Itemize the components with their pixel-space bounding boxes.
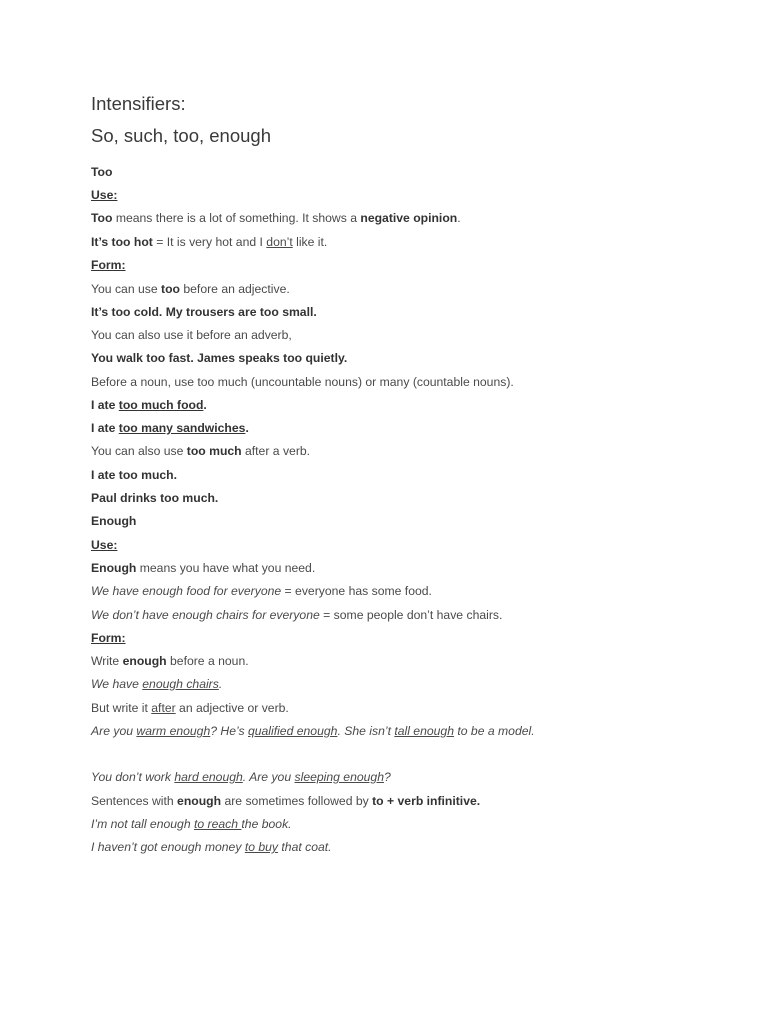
- enough-example-warm: [91, 723, 535, 739]
- too-before-adverb: You can also use it before an adverb,: [91, 328, 292, 342]
- enough-infinitive-note: [91, 793, 480, 809]
- text: means you have what you need.: [136, 561, 316, 575]
- text-italic: that coat.: [278, 840, 332, 854]
- text: Sentences with: [91, 794, 178, 808]
- text-bold: enough: [122, 654, 167, 668]
- too-example-sandwiches: [91, 420, 249, 436]
- enough-example-tall: [91, 816, 292, 832]
- too-before-adjective: [91, 281, 290, 297]
- text-underlined: too many sandwiches: [118, 421, 246, 435]
- enough-definition: [91, 560, 315, 576]
- text-italic-underlined: sleeping enough: [294, 770, 384, 784]
- text-italic: to be a model.: [453, 724, 535, 738]
- text: before a noun.: [166, 654, 249, 668]
- text: But write it: [91, 701, 152, 715]
- page-title: Intensifiers:: [91, 93, 186, 114]
- text: means there is a lot of something. It shows a: [112, 211, 361, 225]
- text: an adjective or verb.: [175, 701, 289, 715]
- text-italic: We don’t have enough chairs for everyone: [91, 608, 320, 622]
- text: Write: [91, 654, 123, 668]
- enough-example-have-chairs: [91, 676, 222, 692]
- too-example-paul: Paul drinks too much.: [91, 491, 219, 505]
- text: .: [457, 211, 461, 225]
- text-italic-underlined: qualified enough: [247, 724, 338, 738]
- text-italic: I haven’t got enough money: [91, 840, 245, 854]
- text-italic: Are you: [91, 724, 137, 738]
- text-italic: . She isn’t: [337, 724, 395, 738]
- too-example-food: [91, 397, 207, 413]
- text-italic: I’m not tall enough: [91, 817, 194, 831]
- text-italic-underlined: hard enough: [174, 770, 243, 784]
- text: I ate: [91, 421, 119, 435]
- text-italic: You don’t work: [91, 770, 175, 784]
- text-bold: It’s too hot: [91, 235, 153, 249]
- enough-example-chairs: [91, 607, 502, 623]
- text-italic-underlined: tall enough: [394, 724, 454, 738]
- text: after a verb.: [241, 444, 311, 458]
- enough-before-noun: [91, 653, 249, 669]
- too-after-verb: [91, 443, 310, 459]
- text: = It is very hot and I: [152, 235, 267, 249]
- enough-use-label: Use:: [91, 538, 118, 552]
- text-italic: . Are you: [242, 770, 295, 784]
- text: like it.: [292, 235, 328, 249]
- text: I ate: [91, 398, 119, 412]
- text-italic: We have enough food for everyone: [91, 584, 282, 598]
- text-underlined: too much food: [118, 398, 204, 412]
- text-bold: Too: [91, 211, 113, 225]
- too-example-hot: [91, 234, 327, 250]
- too-example-cold: It’s too cold. My trousers are too small.: [91, 305, 317, 319]
- too-definition: [91, 210, 461, 226]
- text-italic-underlined: enough chairs: [142, 677, 219, 691]
- text: = some people don’t have chairs.: [319, 608, 503, 622]
- text-italic: ?: [383, 770, 391, 784]
- too-example-ate: I ate too much.: [91, 468, 177, 482]
- text-bold: Enough: [91, 561, 137, 575]
- text-italic-underlined: to buy: [244, 840, 279, 854]
- text-underlined: don’t: [266, 235, 293, 249]
- text: = everyone has some food.: [281, 584, 432, 598]
- text-italic: the book.: [241, 817, 292, 831]
- enough-example-food: [91, 583, 432, 599]
- enough-form-label: Form:: [91, 631, 126, 645]
- too-heading: Too: [91, 165, 113, 179]
- too-example-fast: You walk too fast. James speaks too quietly.: [91, 351, 348, 365]
- text: .: [245, 421, 249, 435]
- text: You can also use: [91, 444, 187, 458]
- text-bold: too: [161, 282, 180, 296]
- text-italic: We have: [91, 677, 143, 691]
- enough-example-money: [91, 839, 332, 855]
- text-bold: too much: [186, 444, 242, 458]
- too-form-label: Form:: [91, 258, 126, 272]
- too-before-noun: Before a noun, use too much (uncountable nouns) or many (countable nouns).: [91, 375, 514, 389]
- text-bold: negative opinion: [360, 211, 458, 225]
- text: are sometimes followed by: [221, 794, 373, 808]
- text-italic-underlined: to reach: [193, 817, 242, 831]
- too-use-label: Use:: [91, 188, 118, 202]
- text-italic: .: [218, 677, 223, 691]
- enough-after-adjective: [91, 700, 289, 716]
- text-bold: enough: [177, 794, 222, 808]
- enough-heading: Enough: [91, 514, 137, 528]
- text-italic-underlined: warm enough: [136, 724, 211, 738]
- text-bold: to + verb infinitive.: [372, 794, 481, 808]
- text: .: [203, 398, 207, 412]
- text-underlined: after: [151, 701, 176, 715]
- text-italic: ? He’s: [210, 724, 248, 738]
- enough-example-work: [91, 769, 391, 785]
- text: before an adjective.: [179, 282, 290, 296]
- text: You can use: [91, 282, 162, 296]
- page-subtitle: So, such, too, enough: [91, 125, 271, 146]
